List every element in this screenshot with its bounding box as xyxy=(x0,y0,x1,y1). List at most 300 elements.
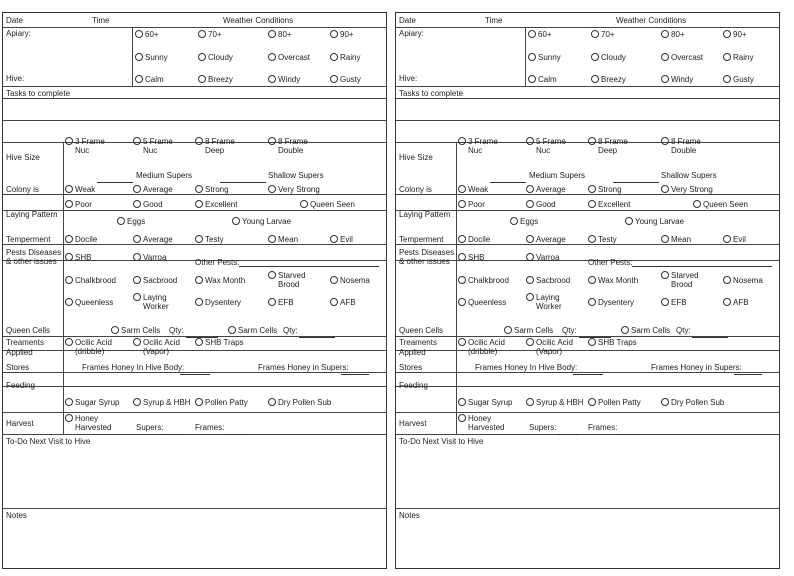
radio-circle-icon[interactable] xyxy=(591,75,599,83)
option-label: Poor xyxy=(75,200,92,209)
laying-option-good[interactable] xyxy=(526,200,556,209)
radio-circle-icon[interactable] xyxy=(588,276,596,284)
option-label: 5 Frame xyxy=(536,137,566,146)
fill-in-blank[interactable] xyxy=(555,427,579,435)
radio-circle-icon[interactable] xyxy=(526,253,534,261)
rule-line xyxy=(3,412,386,413)
radio-circle-icon[interactable] xyxy=(693,200,701,208)
hive-size-option-5-frame-nuc[interactable] xyxy=(133,137,173,155)
queen-cells-option-sarm-2[interactable] xyxy=(228,326,277,335)
weather-conditions-label: Weather Conditions xyxy=(616,16,687,25)
pest-option-varroa[interactable] xyxy=(133,253,166,262)
radio-circle-icon[interactable] xyxy=(723,75,731,83)
inspection-form-right xyxy=(395,12,780,569)
rule-line xyxy=(3,98,386,99)
radio-circle-icon[interactable] xyxy=(510,217,518,225)
wind-option-windy[interactable] xyxy=(661,75,693,84)
radio-circle-icon[interactable] xyxy=(591,53,599,61)
laying-pattern-label: Laying Pattern xyxy=(399,210,451,219)
pests-label-line1: Pests Diseases xyxy=(6,248,62,257)
radio-circle-icon[interactable] xyxy=(588,338,596,346)
radio-circle-icon[interactable] xyxy=(458,185,466,193)
radio-circle-icon[interactable] xyxy=(458,414,466,422)
radio-circle-icon[interactable] xyxy=(133,293,141,301)
option-label: Worker xyxy=(536,302,562,311)
fill-in-blank[interactable] xyxy=(180,367,210,375)
radio-circle-icon[interactable] xyxy=(195,185,203,193)
pest-option-chalkbrood[interactable] xyxy=(458,276,509,285)
temperament-option-testy[interactable] xyxy=(588,235,617,244)
radio-circle-icon[interactable] xyxy=(268,185,276,193)
option-label: Sunny xyxy=(538,53,561,62)
pest-option-efb[interactable] xyxy=(268,298,294,307)
feeding-option-syrup-hbh[interactable] xyxy=(526,398,584,407)
pest-option-afb[interactable] xyxy=(723,298,749,307)
weather-option-temp-90[interactable] xyxy=(723,30,747,39)
laying-option-queen-seen[interactable] xyxy=(300,200,355,209)
radio-circle-icon[interactable] xyxy=(458,253,466,261)
laying-pattern-label: Laying Pattern xyxy=(6,210,58,219)
hive-size-option-3-frame-nuc[interactable] xyxy=(65,137,105,155)
hive-size-option-8-frame-double[interactable] xyxy=(268,137,308,155)
fill-in-blank[interactable] xyxy=(579,330,611,338)
radio-circle-icon[interactable] xyxy=(661,298,669,306)
pest-option-shb[interactable] xyxy=(458,253,484,262)
radio-circle-icon[interactable] xyxy=(65,338,73,346)
fill-in-blank[interactable] xyxy=(341,367,369,375)
laying-option-young-larvae[interactable] xyxy=(625,217,684,226)
option-label: Average xyxy=(536,185,566,194)
hive-size-option-3-frame-nuc[interactable] xyxy=(458,137,498,155)
hive-size-option-8-frame-double[interactable] xyxy=(661,137,701,155)
radio-circle-icon[interactable] xyxy=(195,200,203,208)
radio-circle-icon[interactable] xyxy=(65,235,73,243)
radio-circle-icon[interactable] xyxy=(723,30,731,38)
radio-circle-icon[interactable] xyxy=(330,30,338,38)
column-divider xyxy=(132,27,133,86)
radio-circle-icon[interactable] xyxy=(268,53,276,61)
option-label: Very Strong xyxy=(278,185,320,194)
radio-circle-icon[interactable] xyxy=(135,75,143,83)
hive-size-option-5-frame-nuc[interactable] xyxy=(526,137,566,155)
pest-option-nosema[interactable] xyxy=(723,276,763,285)
fill-in-blank[interactable] xyxy=(573,367,603,375)
queen-cells-option-sarm[interactable] xyxy=(111,326,160,335)
treatment-option-oxalic-vapor[interactable] xyxy=(133,338,180,356)
radio-circle-icon[interactable] xyxy=(723,235,731,243)
radio-circle-icon[interactable] xyxy=(198,53,206,61)
radio-circle-icon[interactable] xyxy=(65,398,73,406)
radio-circle-icon[interactable] xyxy=(65,414,73,422)
honey-in-hive-body-label: Frames Honey In Hive Body: xyxy=(475,363,578,372)
weather-option-temp-70[interactable] xyxy=(198,30,222,39)
radio-circle-icon[interactable] xyxy=(526,338,534,346)
option-label: Double xyxy=(671,146,697,155)
radio-circle-icon[interactable] xyxy=(268,75,276,83)
radio-circle-icon[interactable] xyxy=(723,53,731,61)
option-label: SHB xyxy=(468,253,485,262)
radio-circle-icon[interactable] xyxy=(111,326,119,334)
rule-line xyxy=(396,27,779,28)
colony-option-weak[interactable] xyxy=(65,185,95,194)
weather-option-cloudy[interactable] xyxy=(198,53,233,62)
pest-option-efb[interactable] xyxy=(661,298,687,307)
radio-circle-icon[interactable] xyxy=(268,271,276,279)
option-label: Poor xyxy=(468,200,485,209)
option-label: Varroa xyxy=(143,253,167,262)
radio-circle-icon[interactable] xyxy=(198,75,206,83)
pest-option-wax-moth[interactable] xyxy=(588,276,638,285)
radio-circle-icon[interactable] xyxy=(458,200,466,208)
weather-option-temp-90[interactable] xyxy=(330,30,354,39)
treatment-option-shb-traps[interactable] xyxy=(195,338,244,347)
option-label: Nuc xyxy=(536,146,551,155)
treatment-option-oxalic-dribble[interactable] xyxy=(65,338,112,356)
weather-option-rainy[interactable] xyxy=(330,53,360,62)
radio-circle-icon[interactable] xyxy=(588,398,596,406)
colony-label: Colony is xyxy=(6,185,39,194)
radio-circle-icon[interactable] xyxy=(528,30,536,38)
option-label: EFB xyxy=(278,298,294,307)
treatment-option-shb-traps[interactable] xyxy=(588,338,637,347)
radio-circle-icon[interactable] xyxy=(458,137,466,145)
option-label: Dry Pollen Sub xyxy=(671,398,725,407)
radio-circle-icon[interactable] xyxy=(300,200,308,208)
wind-option-gusty[interactable] xyxy=(330,75,361,84)
radio-circle-icon[interactable] xyxy=(661,235,669,243)
fill-in-blank[interactable] xyxy=(299,330,335,338)
radio-circle-icon[interactable] xyxy=(133,338,141,346)
radio-circle-icon[interactable] xyxy=(528,75,536,83)
radio-circle-icon[interactable] xyxy=(625,217,633,225)
radio-circle-icon[interactable] xyxy=(228,326,236,334)
option-label: Queenless xyxy=(75,298,114,307)
radio-circle-icon[interactable] xyxy=(65,276,73,284)
radio-circle-icon[interactable] xyxy=(661,53,669,61)
temperament-option-mean[interactable] xyxy=(268,235,298,244)
radio-circle-icon[interactable] xyxy=(133,398,141,406)
option-label: Ocilic Acid xyxy=(75,338,112,347)
fill-in-blank[interactable] xyxy=(186,330,218,338)
wind-option-calm[interactable] xyxy=(135,75,164,84)
radio-circle-icon[interactable] xyxy=(528,53,536,61)
radio-circle-icon[interactable] xyxy=(661,398,669,406)
pests-label-line2: & other issues xyxy=(6,257,57,266)
harvest-option-honey-harvested[interactable] xyxy=(458,414,504,432)
radio-circle-icon[interactable] xyxy=(526,293,534,301)
treatment-option-oxalic-dribble[interactable] xyxy=(458,338,505,356)
stores-label: Stores xyxy=(399,363,423,372)
pest-option-starved-brood[interactable] xyxy=(268,271,306,289)
radio-circle-icon[interactable] xyxy=(458,276,466,284)
hive-size-option-8-frame-deep[interactable] xyxy=(588,137,628,155)
fill-in-blank[interactable] xyxy=(162,427,186,435)
radio-circle-icon[interactable] xyxy=(458,398,466,406)
radio-circle-icon[interactable] xyxy=(135,30,143,38)
feeding-option-dry-pollen-sub[interactable] xyxy=(661,398,724,407)
temperament-option-evil[interactable] xyxy=(723,235,746,244)
fill-in-blank[interactable] xyxy=(223,427,249,435)
radio-circle-icon[interactable] xyxy=(268,30,276,38)
radio-circle-icon[interactable] xyxy=(588,185,596,193)
option-label: Sugar Syrup xyxy=(468,398,513,407)
radio-circle-icon[interactable] xyxy=(591,30,599,38)
radio-circle-icon[interactable] xyxy=(330,276,338,284)
colony-option-very-strong[interactable] xyxy=(268,185,320,194)
radio-circle-icon[interactable] xyxy=(526,200,534,208)
weather-option-temp-80[interactable] xyxy=(661,30,685,39)
option-label: Strong xyxy=(205,185,229,194)
radio-circle-icon[interactable] xyxy=(195,235,203,243)
pest-option-dysentery[interactable] xyxy=(195,298,241,307)
radio-circle-icon[interactable] xyxy=(661,30,669,38)
radio-circle-icon[interactable] xyxy=(588,235,596,243)
time-label: Time xyxy=(485,16,503,25)
option-label: Gusty xyxy=(340,75,361,84)
radio-circle-icon[interactable] xyxy=(117,217,125,225)
radio-circle-icon[interactable] xyxy=(504,326,512,334)
radio-circle-icon[interactable] xyxy=(65,253,73,261)
option-label: Young Larvae xyxy=(242,217,292,226)
temperament-option-average[interactable] xyxy=(133,235,173,244)
radio-circle-icon[interactable] xyxy=(195,137,203,145)
pest-option-sacbrood[interactable] xyxy=(526,276,570,285)
radio-circle-icon[interactable] xyxy=(621,326,629,334)
pest-option-starved-brood[interactable] xyxy=(661,271,699,289)
radio-circle-icon[interactable] xyxy=(330,75,338,83)
harvest-option-honey-harvested[interactable] xyxy=(65,414,111,432)
radio-circle-icon[interactable] xyxy=(268,398,276,406)
option-label: Excellent xyxy=(205,200,238,209)
radio-circle-icon[interactable] xyxy=(661,185,669,193)
radio-circle-icon[interactable] xyxy=(458,235,466,243)
pest-option-wax-moth[interactable] xyxy=(195,276,245,285)
pest-option-queenless[interactable] xyxy=(458,298,506,307)
pest-option-shb[interactable] xyxy=(65,253,91,262)
option-label: Rainy xyxy=(340,53,361,62)
wind-option-breezy[interactable] xyxy=(591,75,626,84)
option-label: Nosema xyxy=(733,276,763,285)
weather-option-temp-60[interactable] xyxy=(528,30,552,39)
radio-circle-icon[interactable] xyxy=(195,298,203,306)
honey-in-supers-label: Frames Honey in Supers: xyxy=(651,363,742,372)
radio-circle-icon[interactable] xyxy=(588,298,596,306)
fill-in-blank[interactable] xyxy=(220,175,266,183)
laying-option-excellent[interactable] xyxy=(195,200,237,209)
temperament-option-average[interactable] xyxy=(526,235,566,244)
feeding-option-dry-pollen-sub[interactable] xyxy=(268,398,331,407)
harvest-frames-label: Frames: xyxy=(588,423,618,432)
radio-circle-icon[interactable] xyxy=(526,185,534,193)
option-label: Nuc xyxy=(468,146,483,155)
fill-in-blank[interactable] xyxy=(616,427,642,435)
fill-in-blank[interactable] xyxy=(490,175,526,183)
temperament-option-docile[interactable] xyxy=(458,235,490,244)
option-label: Brood xyxy=(671,280,693,289)
option-label: Calm xyxy=(538,75,557,84)
colony-option-weak[interactable] xyxy=(458,185,488,194)
feeding-option-pollen-patty[interactable] xyxy=(195,398,248,407)
qty-label-2: Qty: xyxy=(676,326,691,335)
laying-option-good[interactable] xyxy=(133,200,163,209)
fill-in-blank[interactable] xyxy=(97,175,133,183)
wind-option-calm[interactable] xyxy=(528,75,557,84)
weather-option-temp-70[interactable] xyxy=(591,30,615,39)
option-label: Testy xyxy=(205,235,224,244)
option-label: Dysentery xyxy=(205,298,242,307)
radio-circle-icon[interactable] xyxy=(133,253,141,261)
radio-circle-icon[interactable] xyxy=(458,338,466,346)
laying-option-eggs[interactable] xyxy=(510,217,538,226)
tasks-label: Tasks to complete xyxy=(399,89,464,98)
radio-circle-icon[interactable] xyxy=(65,137,73,145)
radio-circle-icon[interactable] xyxy=(133,200,141,208)
colony-option-average[interactable] xyxy=(133,185,173,194)
fill-in-blank[interactable] xyxy=(692,330,728,338)
wind-option-windy[interactable] xyxy=(268,75,300,84)
pest-option-chalkbrood[interactable] xyxy=(65,276,116,285)
stores-label: Stores xyxy=(6,363,30,372)
fill-in-blank[interactable] xyxy=(734,367,762,375)
feeding-option-syrup-hbh[interactable] xyxy=(133,398,191,407)
weather-option-temp-80[interactable] xyxy=(268,30,292,39)
option-label: Starved xyxy=(278,271,306,280)
hive-size-option-8-frame-deep[interactable] xyxy=(195,137,235,155)
option-label: Calm xyxy=(145,75,164,84)
laying-option-excellent[interactable] xyxy=(588,200,630,209)
radio-circle-icon[interactable] xyxy=(195,398,203,406)
colony-option-strong[interactable] xyxy=(588,185,622,194)
temperament-option-mean[interactable] xyxy=(661,235,691,244)
weather-option-temp-60[interactable] xyxy=(135,30,159,39)
weather-option-overcast[interactable] xyxy=(661,53,703,62)
fill-in-blank[interactable] xyxy=(613,175,659,183)
radio-circle-icon[interactable] xyxy=(661,271,669,279)
radio-circle-icon[interactable] xyxy=(526,398,534,406)
option-label: Sarm Cells xyxy=(514,326,554,335)
weather-option-cloudy[interactable] xyxy=(591,53,626,62)
radio-circle-icon[interactable] xyxy=(195,338,203,346)
radio-circle-icon[interactable] xyxy=(458,298,466,306)
radio-circle-icon[interactable] xyxy=(588,200,596,208)
queen-cells-option-sarm-2[interactable] xyxy=(621,326,670,335)
laying-option-poor[interactable] xyxy=(65,200,92,209)
notes-label: Notes xyxy=(399,511,420,520)
wind-option-gusty[interactable] xyxy=(723,75,754,84)
weather-option-sunny[interactable] xyxy=(135,53,168,62)
pest-option-queenless[interactable] xyxy=(65,298,113,307)
treatment-option-oxalic-vapor[interactable] xyxy=(526,338,573,356)
radio-circle-icon[interactable] xyxy=(330,235,338,243)
radio-circle-icon[interactable] xyxy=(723,298,731,306)
laying-option-poor[interactable] xyxy=(458,200,485,209)
pest-option-laying-worker[interactable] xyxy=(133,293,169,311)
option-label: Cloudy xyxy=(601,53,626,62)
rule-line xyxy=(396,210,779,211)
option-label: Dysentery xyxy=(598,298,635,307)
radio-circle-icon[interactable] xyxy=(526,137,534,145)
option-label: Average xyxy=(143,185,173,194)
option-label: AFB xyxy=(733,298,749,307)
weather-option-sunny[interactable] xyxy=(528,53,561,62)
option-label: Deep xyxy=(598,146,618,155)
date-label: Date xyxy=(6,16,23,25)
radio-circle-icon[interactable] xyxy=(526,235,534,243)
option-label: Mean xyxy=(671,235,692,244)
radio-circle-icon[interactable] xyxy=(330,298,338,306)
pest-option-nosema[interactable] xyxy=(330,276,370,285)
radio-circle-icon[interactable] xyxy=(268,235,276,243)
radio-circle-icon[interactable] xyxy=(268,298,276,306)
pest-option-laying-worker[interactable] xyxy=(526,293,562,311)
radio-circle-icon[interactable] xyxy=(195,276,203,284)
radio-circle-icon[interactable] xyxy=(133,235,141,243)
fill-in-blank[interactable] xyxy=(239,259,379,267)
radio-circle-icon[interactable] xyxy=(330,53,338,61)
radio-circle-icon[interactable] xyxy=(232,217,240,225)
wind-option-breezy[interactable] xyxy=(198,75,233,84)
option-label: 80+ xyxy=(671,30,685,39)
radio-circle-icon[interactable] xyxy=(661,75,669,83)
colony-option-average[interactable] xyxy=(526,185,566,194)
radio-circle-icon[interactable] xyxy=(133,185,141,193)
colony-option-very-strong[interactable] xyxy=(661,185,713,194)
colony-option-strong[interactable] xyxy=(195,185,229,194)
radio-circle-icon[interactable] xyxy=(268,137,276,145)
temperament-option-evil[interactable] xyxy=(330,235,353,244)
rule-line xyxy=(396,244,779,245)
rule-line xyxy=(3,386,386,387)
radio-circle-icon[interactable] xyxy=(723,276,731,284)
fill-in-blank[interactable] xyxy=(632,259,772,267)
radio-circle-icon[interactable] xyxy=(588,137,596,145)
temperament-option-testy[interactable] xyxy=(195,235,224,244)
radio-circle-icon[interactable] xyxy=(526,276,534,284)
queen-cells-option-sarm[interactable] xyxy=(504,326,553,335)
laying-option-eggs[interactable] xyxy=(117,217,145,226)
radio-circle-icon[interactable] xyxy=(133,276,141,284)
laying-option-young-larvae[interactable] xyxy=(232,217,291,226)
radio-circle-icon[interactable] xyxy=(661,137,669,145)
rule-line xyxy=(3,350,386,351)
laying-option-queen-seen[interactable] xyxy=(693,200,748,209)
radio-circle-icon[interactable] xyxy=(65,185,73,193)
option-label: Docile xyxy=(468,235,491,244)
weather-option-overcast[interactable] xyxy=(268,53,310,62)
pest-option-afb[interactable] xyxy=(330,298,356,307)
pest-option-dysentery[interactable] xyxy=(588,298,634,307)
radio-circle-icon[interactable] xyxy=(133,137,141,145)
feeding-option-pollen-patty[interactable] xyxy=(588,398,641,407)
feeding-option-sugar-syrup[interactable] xyxy=(65,398,119,407)
temperament-label: Temperment xyxy=(6,235,51,244)
hive-size-label: Hive Size xyxy=(399,153,433,162)
radio-circle-icon[interactable] xyxy=(65,298,73,306)
temperament-option-docile[interactable] xyxy=(65,235,97,244)
radio-circle-icon[interactable] xyxy=(198,30,206,38)
feeding-option-sugar-syrup[interactable] xyxy=(458,398,512,407)
treatments-label-line2: Applied xyxy=(399,348,426,357)
pest-option-sacbrood[interactable] xyxy=(133,276,177,285)
rule-line xyxy=(396,386,779,387)
option-label: 90+ xyxy=(340,30,354,39)
pest-option-varroa[interactable] xyxy=(526,253,559,262)
radio-circle-icon[interactable] xyxy=(65,200,73,208)
option-label: Harvested xyxy=(75,423,112,432)
weather-option-rainy[interactable] xyxy=(723,53,753,62)
queen-cells-label: Queen Cells xyxy=(6,326,51,335)
radio-circle-icon[interactable] xyxy=(135,53,143,61)
